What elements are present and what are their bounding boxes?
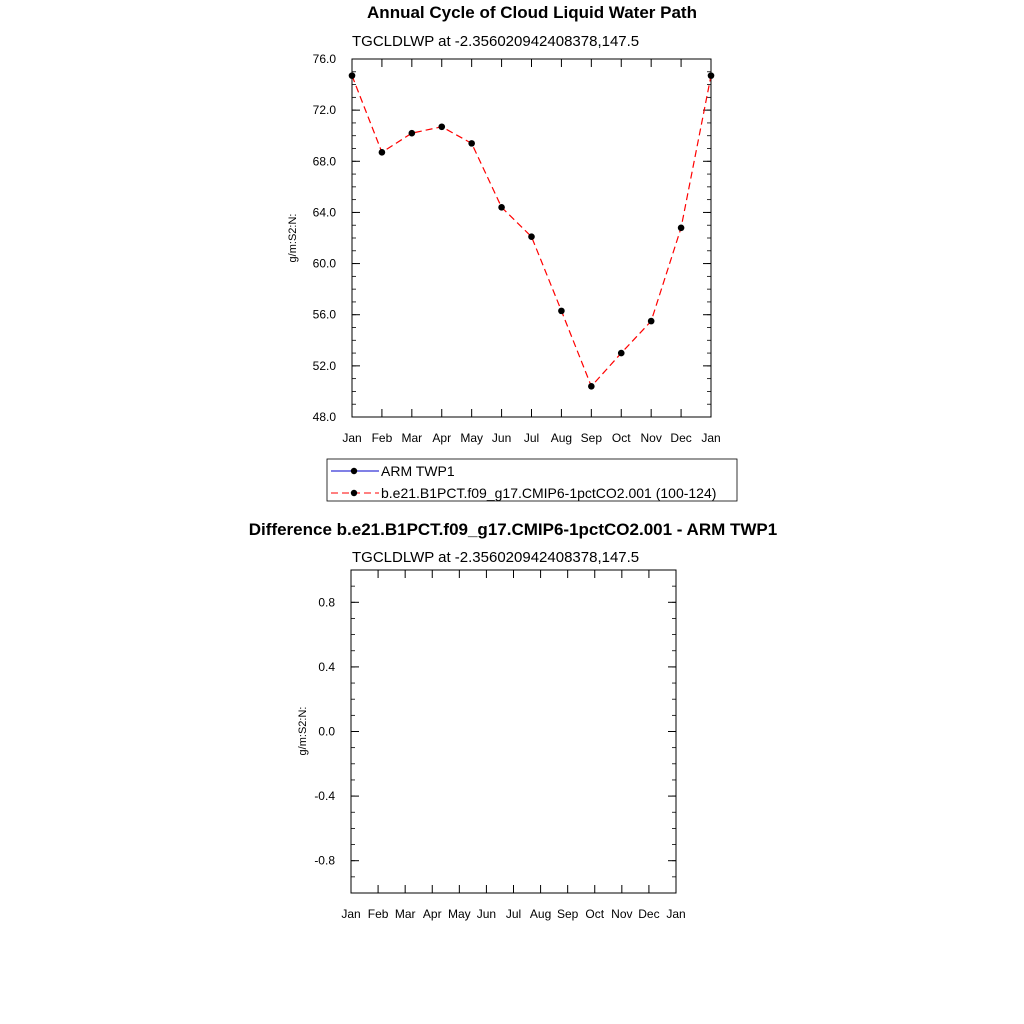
x-tick-label: Jan: [342, 431, 362, 445]
y-tick-label: 0.4: [318, 659, 335, 674]
y-tick-label: 0.0: [318, 724, 335, 739]
chart-subtitle: TGCLDLWP at -2.356020942408378,147.5: [352, 33, 640, 50]
x-tick-label: Jun: [491, 431, 512, 445]
x-tick-label: Mar: [394, 907, 416, 921]
y-tick-label: 72.0: [312, 103, 336, 118]
x-tick-label: Sep: [556, 907, 579, 921]
x-tick-label: Sep: [580, 431, 603, 445]
difference-y-axis-label: g/m:S2:N:: [297, 706, 309, 756]
x-tick-label: Nov: [611, 907, 633, 921]
y-tick-label: 64.0: [312, 205, 336, 220]
difference-subtitle: TGCLDLWP at -2.356020942408378,147.5: [352, 549, 640, 566]
y-tick-label: 68.0: [312, 154, 336, 169]
difference-y-tick-labels: [314, 595, 335, 867]
y-tick-label: 56.0: [312, 307, 336, 322]
x-tick-label: Jun: [476, 907, 497, 921]
x-tick-label: Aug: [550, 431, 573, 445]
x-tick-label: Jul: [523, 431, 540, 445]
x-tick-label: Jan: [701, 431, 721, 445]
y-tick-label: 52.0: [312, 358, 336, 373]
difference-x-tick-labels: [341, 907, 685, 921]
x-tick-label: Oct: [611, 431, 631, 445]
difference-plot-frame: [351, 570, 676, 893]
x-tick-label: Mar: [401, 431, 423, 445]
data-point: [409, 130, 416, 137]
x-tick-label: Jan: [666, 907, 686, 921]
y-axis-label: g/m:S2:N:: [287, 213, 299, 263]
legend: [327, 459, 737, 501]
legend-label-arm: ARM TWP1: [381, 463, 455, 479]
annual-cycle-chart: [287, 3, 721, 445]
data-point: [558, 308, 565, 315]
difference-chart: [249, 520, 777, 921]
x-tick-label: May: [460, 431, 484, 445]
data-point: [438, 123, 445, 130]
difference-axis-ticks: [351, 570, 676, 893]
legend-swatch-marker-arm: [351, 468, 357, 474]
difference-title: Difference b.e21.B1PCT.f09_g17.CMIP6-1pctCO2.001 - ARM TWP1: [248, 520, 778, 539]
x-tick-label: Dec: [638, 907, 660, 921]
x-tick-label: May: [447, 907, 471, 921]
y-tick-label: 60.0: [312, 256, 336, 271]
x-tick-label: Oct: [585, 907, 605, 921]
y-tick-label: 48.0: [312, 410, 336, 424]
data-point: [678, 224, 685, 231]
x-tick-label: Jan: [341, 907, 361, 921]
y-tick-labels: [313, 52, 337, 424]
series-line: [352, 76, 711, 387]
x-tick-label: Feb: [367, 907, 389, 921]
y-tick-label: 76.0: [312, 52, 336, 66]
data-point: [498, 204, 505, 211]
chart-title: Annual Cycle of Cloud Liquid Water Path: [367, 3, 697, 22]
x-tick-label: Nov: [640, 431, 662, 445]
x-tick-label: Feb: [371, 431, 393, 445]
series-layer: [349, 72, 715, 389]
data-point: [528, 233, 535, 240]
x-tick-label: Apr: [432, 431, 452, 445]
x-tick-label: Aug: [529, 907, 552, 921]
legend-swatch-marker-model: [351, 490, 357, 496]
x-tick-label: Jul: [505, 907, 522, 921]
x-tick-labels: [342, 431, 720, 445]
data-point: [379, 149, 386, 156]
data-point: [468, 140, 475, 147]
data-point: [648, 318, 655, 325]
y-tick-label: 0.8: [318, 595, 335, 610]
y-tick-label: -0.8: [314, 853, 335, 868]
y-tick-label: -0.4: [314, 789, 335, 804]
data-point: [588, 383, 595, 390]
data-point: [349, 72, 356, 79]
x-tick-label: Apr: [422, 907, 442, 921]
data-point: [618, 350, 625, 357]
legend-label-model: b.e21.B1PCT.f09_g17.CMIP6-1pctCO2.001 (100-124): [381, 485, 717, 501]
data-point: [708, 72, 715, 79]
x-tick-label: Dec: [670, 431, 692, 445]
